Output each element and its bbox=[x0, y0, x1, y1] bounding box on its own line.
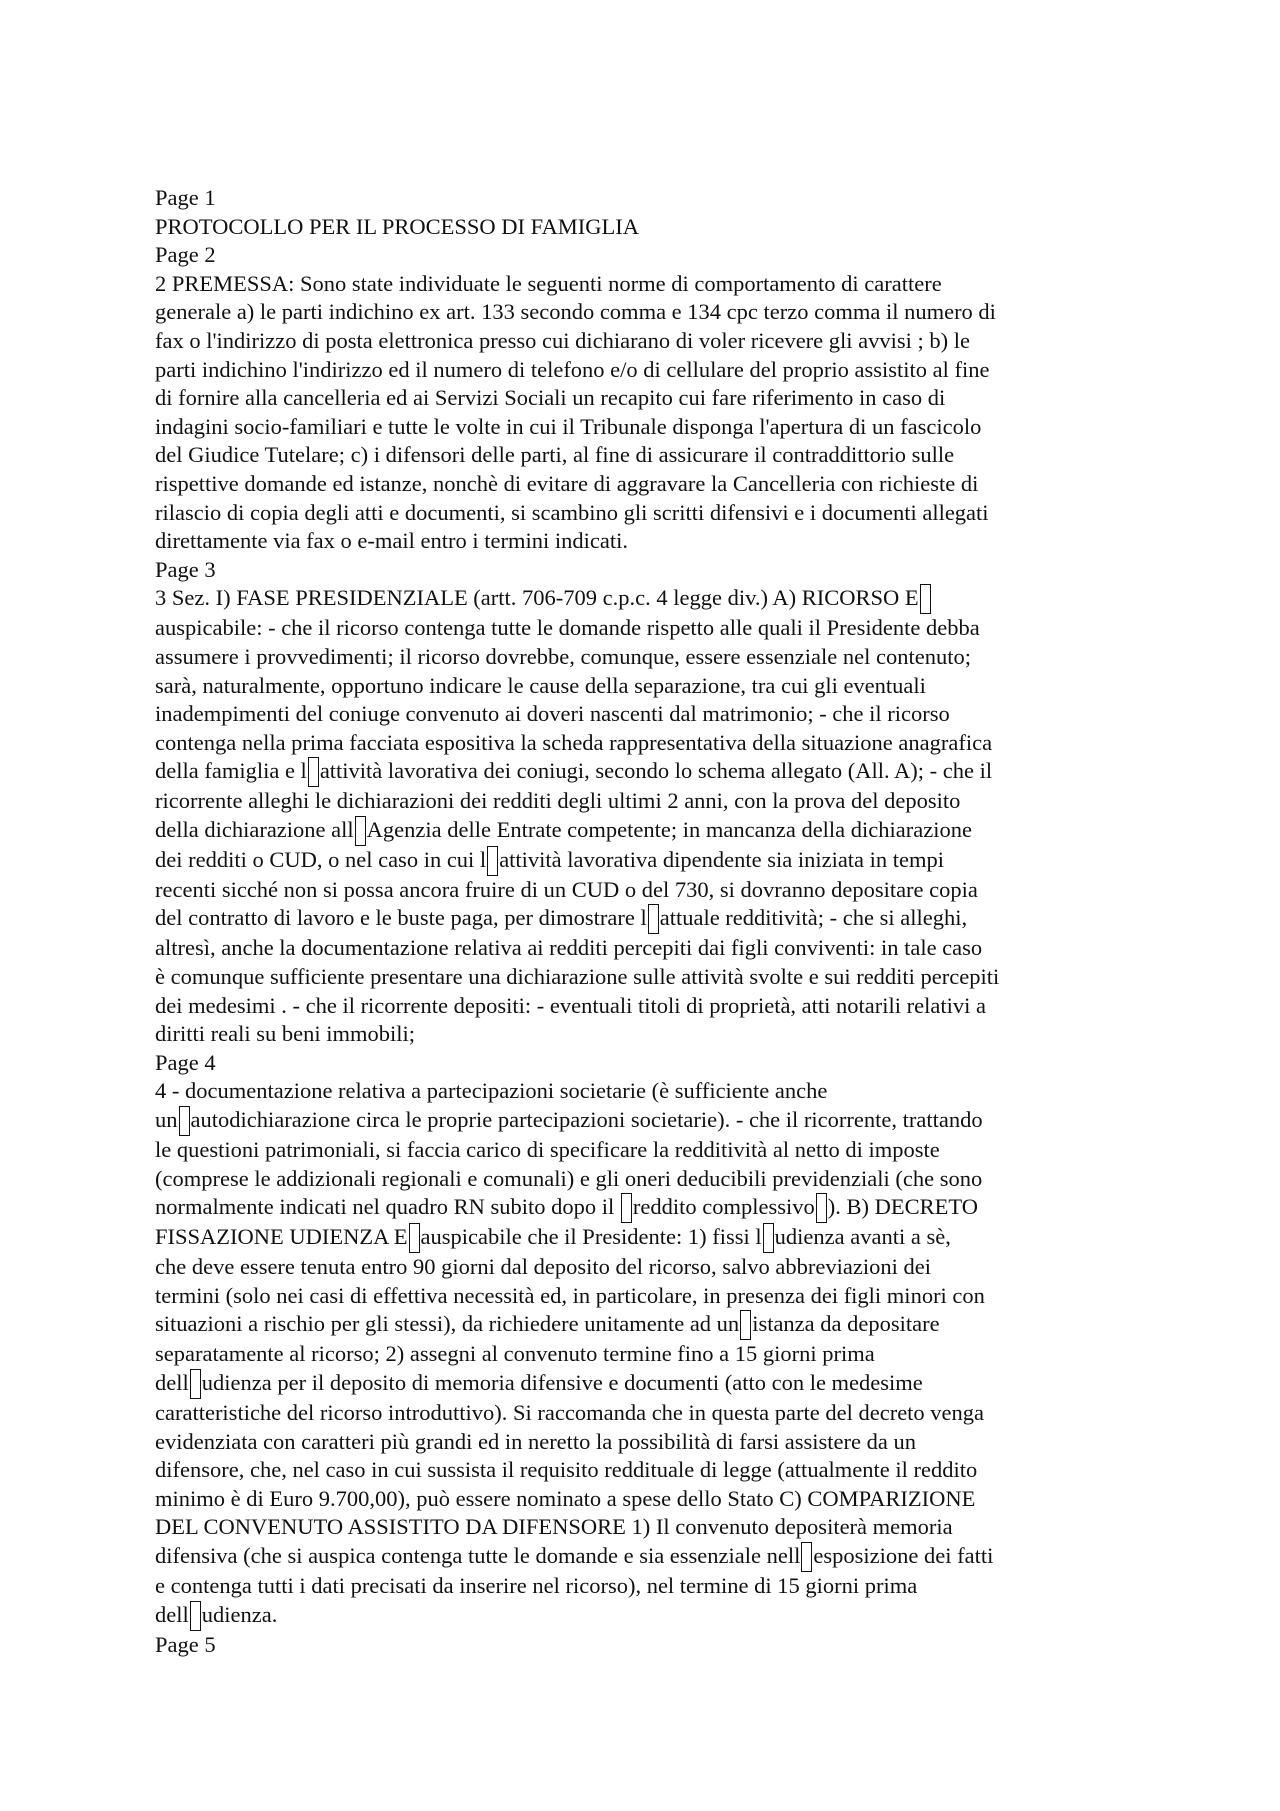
text-line: dell udienza. bbox=[155, 1601, 1135, 1631]
text-line: FISSAZIONE UDIENZA E auspicabile che il Presidente: 1) fissi l udienza avanti a sè, bbox=[155, 1223, 1135, 1253]
text-line: del contratto di lavoro e le buste paga, per dimostrare l attuale redditività; - che si alleghi, bbox=[155, 904, 1135, 934]
text-line: normalmente indicati nel quadro RN subito dopo il reddito complessivo ). B) DECRETO bbox=[155, 1193, 1135, 1223]
text-line: minimo è di Euro 9.700,00), può essere nominato a spese dello Stato C) COMPARIZIONE bbox=[155, 1485, 976, 1511]
text-line: evidenziata con caratteri più grandi ed in neretto la possibilità di farsi assistere da un bbox=[155, 1428, 916, 1454]
missing-glyph-icon bbox=[409, 1223, 420, 1253]
text-line: e contenga tutti i dati precisati da inserire nel ricorso), nel termine di 15 giorni prima bbox=[155, 1572, 918, 1598]
text-line: rilascio di copia degli atti e documenti, si scambino gli scritti difensivi e i documenti allegati bbox=[155, 499, 989, 525]
text-line: termini (solo nei casi di effettiva necessità ed, in particolare, in presenza dei figli minori con bbox=[155, 1282, 985, 1308]
text-line: 2 PREMESSA: Sono state individuate le seguenti norme di comportamento di carattere bbox=[155, 270, 942, 296]
document-page bbox=[155, 184, 1135, 1659]
text-line: fax o l'indirizzo di posta elettronica presso cui dichiarano di voler ricevere gli avvisi ; b) le bbox=[155, 327, 971, 353]
missing-glyph-icon bbox=[920, 584, 931, 614]
text-line: assumere i provvedimenti; il ricorso dovrebbe, comunque, essere essenziale nel contenuto; bbox=[155, 643, 971, 669]
text-line: indagini socio-familiari e tutte le volte in cui il Tribunale disponga l'apertura di un fascicolo bbox=[155, 413, 982, 439]
text-line: (comprese le addizionali regionali e comunali) e gli oneri deducibili previdenziali (che sono bbox=[155, 1165, 983, 1191]
text-line: del Giudice Tutelare; c) i difensori delle parti, al fine di assicurare il contraddittorio sulle bbox=[155, 442, 955, 468]
text-line: caratteristiche del ricorso introduttivo). Si raccomanda che in questa parte del decreto venga bbox=[155, 1400, 985, 1425]
text-line: recenti sicché non si possa ancora fruire di un CUD o del 730, si dovranno depositare copia bbox=[155, 876, 978, 902]
missing-glyph-icon bbox=[801, 1542, 812, 1572]
text-line: contenga nella prima facciata espositiva la scheda rappresentativa della situazione anagrafica bbox=[155, 729, 993, 755]
text-line: difensiva (che si auspica contenga tutte le domande e sia essenziale nell esposizione dei fatti bbox=[155, 1542, 1135, 1572]
text-line: dei redditi o CUD, o nel caso in cui l attività lavorativa dipendente sia iniziata in tempi bbox=[155, 846, 1135, 876]
page-marker: Page 1 bbox=[155, 185, 216, 210]
text-line: della dichiarazione all Agenzia delle Entrate competente; in mancanza della dichiarazione bbox=[155, 816, 1135, 846]
missing-glyph-icon bbox=[355, 816, 366, 846]
missing-glyph-icon bbox=[190, 1369, 201, 1399]
text-line: diritti reali su beni immobili; bbox=[155, 1021, 415, 1047]
text-line: di fornire alla cancelleria ed ai Servizi Sociali un recapito cui fare riferimento in caso di bbox=[155, 385, 946, 411]
page-marker: Page 3 bbox=[155, 556, 216, 582]
missing-glyph-icon bbox=[816, 1193, 827, 1223]
text-line: ricorrente alleghi le dichiarazioni dei redditi degli ultimi 2 anni, con la prova del deposito bbox=[155, 788, 961, 814]
text-line: inadempimenti del coniuge convenuto ai doveri nascenti dal matrimonio; - che il ricorso bbox=[155, 701, 950, 727]
text-line: le questioni patrimoniali, si faccia carico di specificare la redditività al netto di imposte bbox=[155, 1137, 940, 1163]
text-line: auspicabile: - che il ricorso contenga tutte le domande rispetto alle quali il Presidente debba bbox=[155, 615, 980, 641]
missing-glyph-icon bbox=[190, 1601, 201, 1631]
text-line: è comunque sufficiente presentare una dichiarazione sulle attività svolte e sui redditi percepiti bbox=[155, 964, 1000, 990]
text-line: difensore, che, nel caso in cui sussista il requisito reddituale di legge (attualmente il reddito bbox=[155, 1457, 978, 1483]
text-line: parti indichino l'indirizzo ed il numero di telefono e/o di cellulare del proprio assistito al fine bbox=[155, 356, 990, 382]
text-line: direttamente via fax o e-mail entro i termini indicati. bbox=[155, 528, 628, 554]
text-line: situazioni a rischio per gli stessi), da richiedere unitamente ad un istanza da depositare bbox=[155, 1310, 1135, 1340]
text-line: 3 Sez. I) FASE PRESIDENZIALE (artt. 706-709 c.p.c. 4 legge div.) A) RICORSO E bbox=[155, 584, 1135, 614]
text-line: PROTOCOLLO PER IL PROCESSO DI FAMIGLIA bbox=[155, 213, 640, 239]
missing-glyph-icon bbox=[308, 757, 319, 787]
missing-glyph-icon bbox=[648, 904, 659, 934]
text-line: dei medesimi . - che il ricorrente depositi: - eventuali titoli di proprietà, atti notarili relativi a bbox=[155, 992, 986, 1018]
missing-glyph-icon bbox=[487, 846, 498, 876]
page-marker: Page 4 bbox=[155, 1049, 216, 1075]
missing-glyph-icon bbox=[740, 1310, 751, 1340]
text-line: dell udienza per il deposito di memoria difensive e documenti (atto con le medesime bbox=[155, 1369, 1135, 1399]
text-line: 4 - documentazione relativa a partecipazioni societarie (è sufficiente anche bbox=[155, 1078, 828, 1104]
page-marker: Page 5 bbox=[155, 1631, 216, 1657]
text-line: altresì, anche la documentazione relativa ai redditi percepiti dai figli conviventi: in tale caso bbox=[155, 935, 983, 961]
page-marker: Page 2 bbox=[155, 242, 216, 268]
text-line: sarà, naturalmente, opportuno indicare le cause della separazione, tra cui gli eventuali bbox=[155, 672, 926, 698]
text-line: un autodichiarazione circa le proprie partecipazioni societarie). - che il ricorrente, trattando bbox=[155, 1106, 1135, 1136]
missing-glyph-icon bbox=[763, 1223, 774, 1253]
text-line: della famiglia e l attività lavorativa dei coniugi, secondo lo schema allegato (All. A); - che il bbox=[155, 757, 1135, 787]
text-line: DEL CONVENUTO ASSISTITO DA DIFENSORE 1) Il convenuto depositerà memoria bbox=[155, 1514, 953, 1540]
text-line: separatamente al ricorso; 2) assegni al convenuto termine fino a 15 giorni prima bbox=[155, 1341, 875, 1367]
text-line: generale a) le parti indichino ex art. 133 secondo comma e 134 cpc terzo comma il numero di bbox=[155, 299, 996, 325]
text-line: rispettive domande ed istanze, nonchè di evitare di aggravare la Cancelleria con richieste di bbox=[155, 470, 979, 496]
missing-glyph-icon bbox=[621, 1193, 632, 1223]
missing-glyph-icon bbox=[179, 1106, 190, 1136]
text-line: che deve essere tenuta entro 90 giorni dal deposito del ricorso, salvo abbreviazioni dei bbox=[155, 1254, 931, 1280]
